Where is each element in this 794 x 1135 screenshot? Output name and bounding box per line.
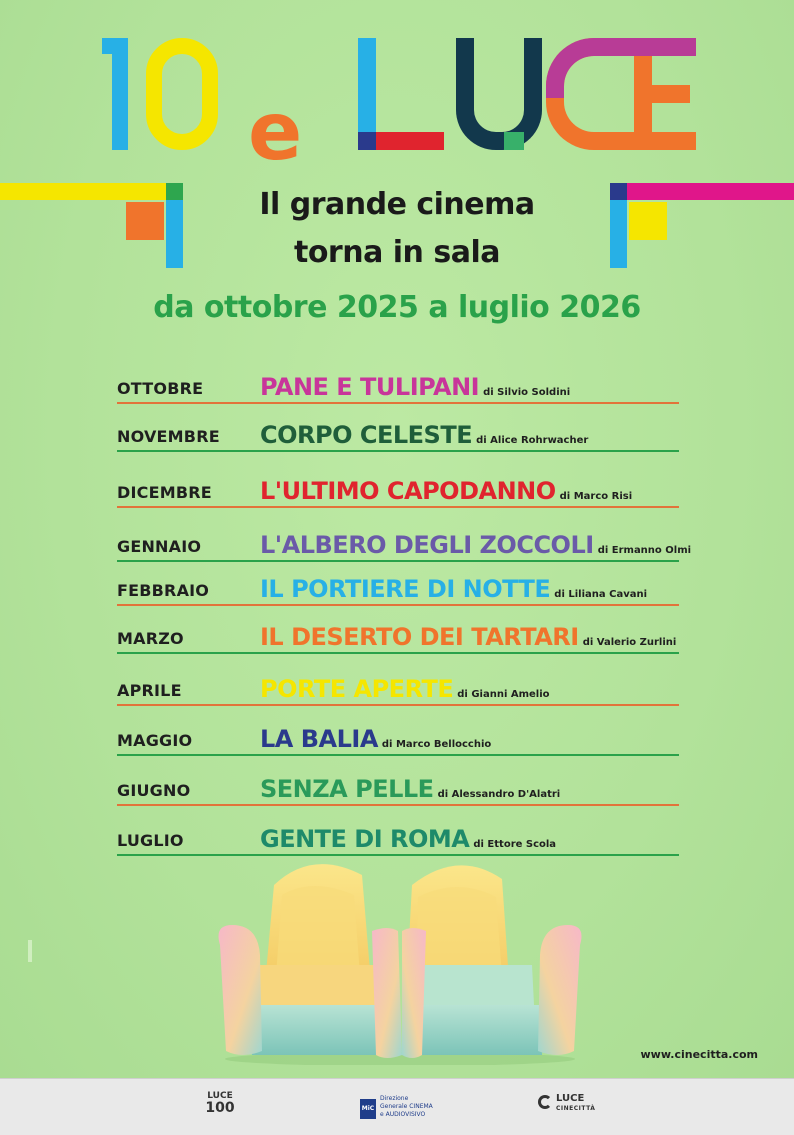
- film-title: SENZA PELLE: [260, 775, 434, 803]
- film-director: di Silvio Soldini: [483, 387, 571, 398]
- schedule-row: [117, 662, 679, 706]
- schedule-divider: [117, 450, 679, 452]
- mic-logo-box: MiC: [360, 1099, 376, 1119]
- mic-logo: [360, 1091, 434, 1123]
- schedule-month: GIUGNO: [117, 781, 191, 800]
- schedule-divider: [117, 652, 679, 654]
- film-title: L'ALBERO DEGLI ZOCCOLI: [260, 531, 594, 559]
- luce-cinecitta-ring-icon: [538, 1095, 552, 1109]
- schedule-film: [260, 775, 560, 803]
- luce-100-logo: [200, 1091, 240, 1123]
- schedule-row: [117, 712, 679, 756]
- schedule-row: [117, 562, 679, 606]
- schedule-month: MARZO: [117, 629, 184, 648]
- schedule-month: LUGLIO: [117, 831, 184, 850]
- schedule-film: [260, 725, 491, 753]
- schedule-row: [117, 762, 679, 806]
- film-director: di Gianni Amelio: [457, 689, 550, 700]
- schedule-row: [117, 812, 679, 856]
- schedule-divider: [117, 754, 679, 756]
- schedule-row: [117, 360, 679, 404]
- armchairs-illustration: [212, 855, 588, 1065]
- film-title: PANE E TULIPANI: [260, 373, 480, 401]
- schedule-month: MAGGIO: [117, 731, 193, 750]
- schedule-divider: [117, 804, 679, 806]
- schedule-divider: [117, 704, 679, 706]
- luce-100-logo-bottom: 100: [205, 1100, 235, 1116]
- film-title: LA BALIA: [260, 725, 378, 753]
- film-title: GENTE DI ROMA: [260, 825, 470, 853]
- title-letter-u-accent: [504, 132, 524, 150]
- film-director: di Ettore Scola: [473, 839, 557, 850]
- film-director: di Alessandro D'Alatri: [437, 789, 561, 800]
- schedule-divider: [117, 604, 679, 606]
- date-range: da ottobre 2025 a luglio 2026: [153, 290, 641, 325]
- luce-100-logo-top: LUCE: [207, 1091, 233, 1101]
- schedule-row: [117, 610, 679, 654]
- luce-cinecitta-logo-bottom: CINECITTÀ: [556, 1105, 596, 1112]
- film-title: CORPO CELESTE: [260, 421, 473, 449]
- schedule-month: NOVEMBRE: [117, 427, 220, 446]
- film-director: di Ermanno Olmi: [597, 545, 692, 556]
- film-director: di Marco Bellocchio: [381, 739, 492, 750]
- side-mark: [28, 940, 32, 962]
- luce-cinecitta-logo: [538, 1091, 598, 1123]
- website-url[interactable]: www.cinecitta.com: [640, 1048, 758, 1061]
- film-director: di Marco Risi: [559, 491, 633, 502]
- title-logo: [100, 28, 700, 178]
- footer-bar: [0, 1078, 794, 1135]
- title-letter-e-upper: [634, 38, 696, 150]
- schedule-row: [117, 518, 692, 562]
- schedule-divider: [117, 506, 679, 508]
- schedule-month: DICEMBRE: [117, 483, 212, 502]
- film-title: IL DESERTO DEI TARTARI: [260, 623, 579, 651]
- mic-logo-text: Direzione Generale CINEMA e AUDIOVISIVO: [380, 1095, 433, 1118]
- title-digit-zero: [146, 38, 218, 150]
- title-letter-l: [358, 38, 444, 150]
- schedule-row: [117, 408, 679, 452]
- subtitle-line-2: torna in sala: [293, 235, 500, 270]
- film-director: di Valerio Zurlini: [582, 637, 677, 648]
- title-digit-one: [100, 28, 140, 150]
- schedule-divider: [117, 402, 679, 404]
- title-letter-e: e: [248, 85, 303, 178]
- schedule-film: [260, 421, 588, 449]
- schedule-month: APRILE: [117, 681, 182, 700]
- film-director: di Liliana Cavani: [554, 589, 648, 600]
- film-title: IL PORTIERE DI NOTTE: [260, 575, 551, 603]
- schedule-month: FEBBRAIO: [117, 581, 210, 600]
- film-title: PORTE APERTE: [260, 675, 454, 703]
- film-director: di Alice Rohrwacher: [476, 435, 589, 446]
- schedule-film: [260, 373, 570, 401]
- schedule-row: [117, 464, 679, 508]
- subtitle-line-1: Il grande cinema: [259, 187, 535, 222]
- luce-cinecitta-logo-top: LUCE: [556, 1093, 585, 1104]
- schedule-month: OTTOBRE: [117, 379, 204, 398]
- schedule-film: [260, 477, 632, 505]
- schedule-month: GENNAIO: [117, 537, 202, 556]
- title-letter-c-accent: [546, 38, 644, 98]
- schedule-film: [260, 675, 550, 703]
- title-letter-u: [456, 38, 542, 150]
- schedule-film: [260, 825, 556, 853]
- schedule-film: [260, 575, 647, 603]
- schedule-film: [260, 623, 676, 651]
- film-title: L'ULTIMO CAPODANNO: [260, 477, 556, 505]
- schedule-film: [260, 531, 691, 559]
